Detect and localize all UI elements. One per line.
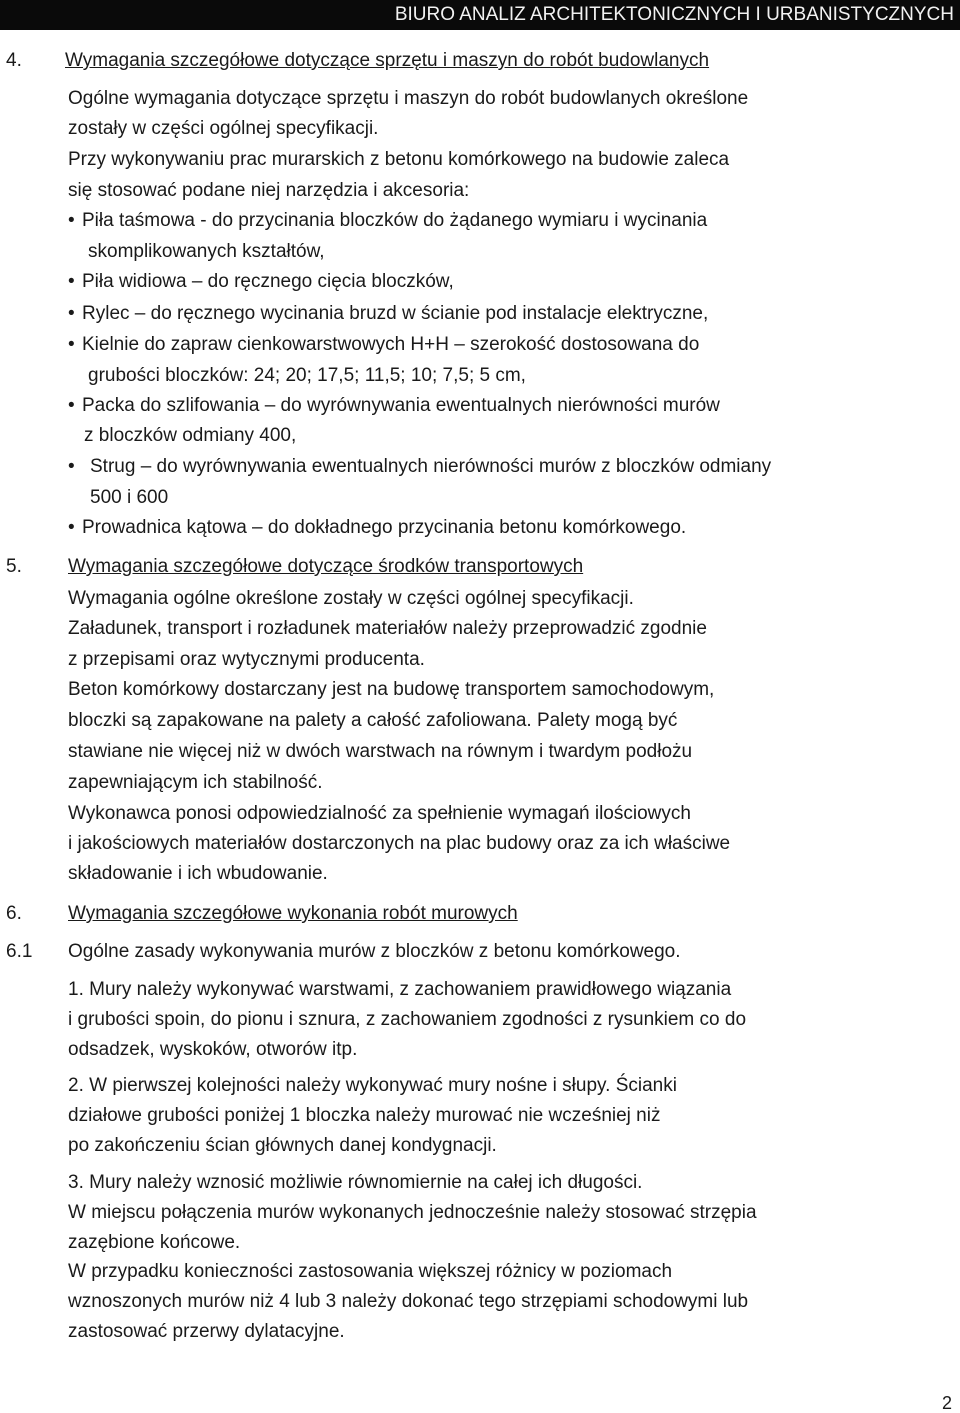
list-item bbox=[68, 394, 720, 418]
list-item-text: Piła taśmowa - do przycinania bloczków do żądanego wymiaru i wycinania bbox=[82, 210, 708, 231]
paragraph-line: i grubości spoin, do pionu i sznura, z zachowaniem zgodności z rysunkiem co do bbox=[68, 1009, 747, 1030]
list-item bbox=[68, 455, 771, 479]
paragraph-line: Beton komórkowy dostarczany jest na budowę transportem samochodowym, bbox=[68, 679, 715, 700]
paragraph-line: zastosować przerwy dylatacyjne. bbox=[68, 1321, 345, 1342]
bullet-icon: • bbox=[68, 271, 75, 292]
paragraph-line: 3. Mury należy wznosić możliwie równomiernie na całej ich długości. bbox=[68, 1172, 643, 1193]
section-5-title: Wymagania szczegółowe dotyczące środków transportowych bbox=[68, 556, 584, 577]
paragraph-line: składowanie i ich wbudowanie. bbox=[68, 863, 328, 884]
paragraph-line: W przypadku konieczności zastosowania większej różnicy w poziomach bbox=[68, 1261, 673, 1282]
list-item-text: Strug – do wyrównywania ewentualnych nierówności murów z bloczków odmiany bbox=[90, 456, 772, 477]
section-5-number: 5. bbox=[6, 556, 22, 577]
paragraph-line: Wymagania ogólne określone zostały w części ogólnej specyfikacji. bbox=[68, 588, 634, 609]
paragraph-line: z przepisami oraz wytycznymi producenta. bbox=[68, 649, 425, 670]
paragraph-line: Ogólne wymagania dotyczące sprzętu i maszyn do robót budowlanych określone bbox=[68, 88, 749, 109]
section-6-1-title: Ogólne zasady wykonywania murów z bloczków z betonu komórkowego. bbox=[68, 941, 681, 962]
list-item bbox=[68, 333, 699, 357]
list-item-continuation: z bloczków odmiany 400, bbox=[84, 425, 297, 446]
bullet-icon: • bbox=[68, 517, 75, 538]
paragraph-line: zostały w części ogólnej specyfikacji. bbox=[68, 118, 379, 139]
paragraph-line: działowe grubości poniżej 1 bloczka należy murować nie wcześniej niż bbox=[68, 1105, 661, 1126]
section-4-number: 4. bbox=[6, 50, 22, 71]
paragraph-line: bloczki są zapakowane na palety a całość zafoliowana. Palety mogą być bbox=[68, 710, 678, 731]
section-4-title: Wymagania szczegółowe dotyczące sprzętu i maszyn do robót budowlanych bbox=[65, 50, 710, 71]
paragraph-line: wznoszonych murów niż 4 lub 3 należy dokonać tego strzępiami schodowymi lub bbox=[68, 1291, 749, 1312]
list-item-text: Packa do szlifowania – do wyrównywania ewentualnych nierówności murów bbox=[82, 395, 720, 416]
bullet-icon: • bbox=[68, 395, 75, 416]
bullet-icon: • bbox=[68, 334, 75, 355]
list-item-text: Kielnie do zapraw cienkowarstwowych H+H – szerokość dostosowana do bbox=[82, 334, 700, 355]
paragraph-line: 2. W pierwszej kolejności należy wykonywać mury nośne i słupy. Ścianki bbox=[68, 1075, 677, 1096]
page-number: 2 bbox=[941, 1393, 952, 1413]
bullet-icon: • bbox=[68, 456, 75, 477]
section-6-title: Wymagania szczegółowe wykonania robót murowych bbox=[68, 903, 518, 924]
paragraph-line: po zakończeniu ścian głównych danej kondygnacji. bbox=[68, 1135, 497, 1156]
bullet-icon: • bbox=[68, 303, 75, 324]
bullet-icon: • bbox=[68, 210, 75, 231]
paragraph-line: W miejscu połączenia murów wykonanych jednocześnie należy stosować strzępia bbox=[68, 1202, 757, 1223]
list-item-text: Prowadnica kątowa – do dokładnego przycinania betonu komórkowego. bbox=[82, 517, 687, 538]
list-item-continuation: 500 i 600 bbox=[90, 487, 169, 508]
list-item bbox=[68, 302, 708, 326]
list-item bbox=[68, 270, 454, 294]
section-6-number: 6. bbox=[6, 903, 22, 924]
paragraph-line: się stosować podane niej narzędzia i akcesoria: bbox=[68, 180, 470, 201]
paragraph-line: i jakościowych materiałów dostarczonych na plac budowy oraz za ich właściwe bbox=[68, 833, 731, 854]
list-item-text: Piła widiowa – do ręcznego cięcia bloczków, bbox=[82, 271, 454, 292]
paragraph-line: odsadzek, wyskoków, otworów itp. bbox=[68, 1039, 358, 1060]
list-item-continuation: skomplikowanych kształtów, bbox=[88, 241, 325, 262]
paragraph-line: zazębione końcowe. bbox=[68, 1232, 241, 1253]
list-item-continuation: grubości bloczków: 24; 20; 17,5; 11,5; 10; 7,5; 5 cm, bbox=[88, 365, 526, 386]
list-item bbox=[68, 209, 707, 233]
list-item bbox=[68, 516, 686, 540]
page-header: BIURO ANALIZ ARCHITEKTONICZNYCH I URBANISTYCZNYCH bbox=[0, 0, 960, 30]
list-item-text: Rylec – do ręcznego wycinania bruzd w ścianie pod instalacje elektryczne, bbox=[82, 303, 709, 324]
paragraph-line: Wykonawca ponosi odpowiedzialność za spełnienie wymagań ilościowych bbox=[68, 803, 691, 824]
paragraph-line: zapewniającym ich stabilność. bbox=[68, 772, 323, 793]
paragraph-line: stawiane nie więcej niż w dwóch warstwach na równym i twardym podłożu bbox=[68, 741, 693, 762]
paragraph-line: Przy wykonywaniu prac murarskich z betonu komórkowego na budowie zaleca bbox=[68, 149, 730, 170]
paragraph-line: 1. Mury należy wykonywać warstwami, z zachowaniem prawidłowego wiązania bbox=[68, 979, 732, 1000]
section-6-1-number: 6.1 bbox=[6, 941, 33, 962]
paragraph-line: Załadunek, transport i rozładunek materiałów należy przeprowadzić zgodnie bbox=[68, 618, 707, 639]
